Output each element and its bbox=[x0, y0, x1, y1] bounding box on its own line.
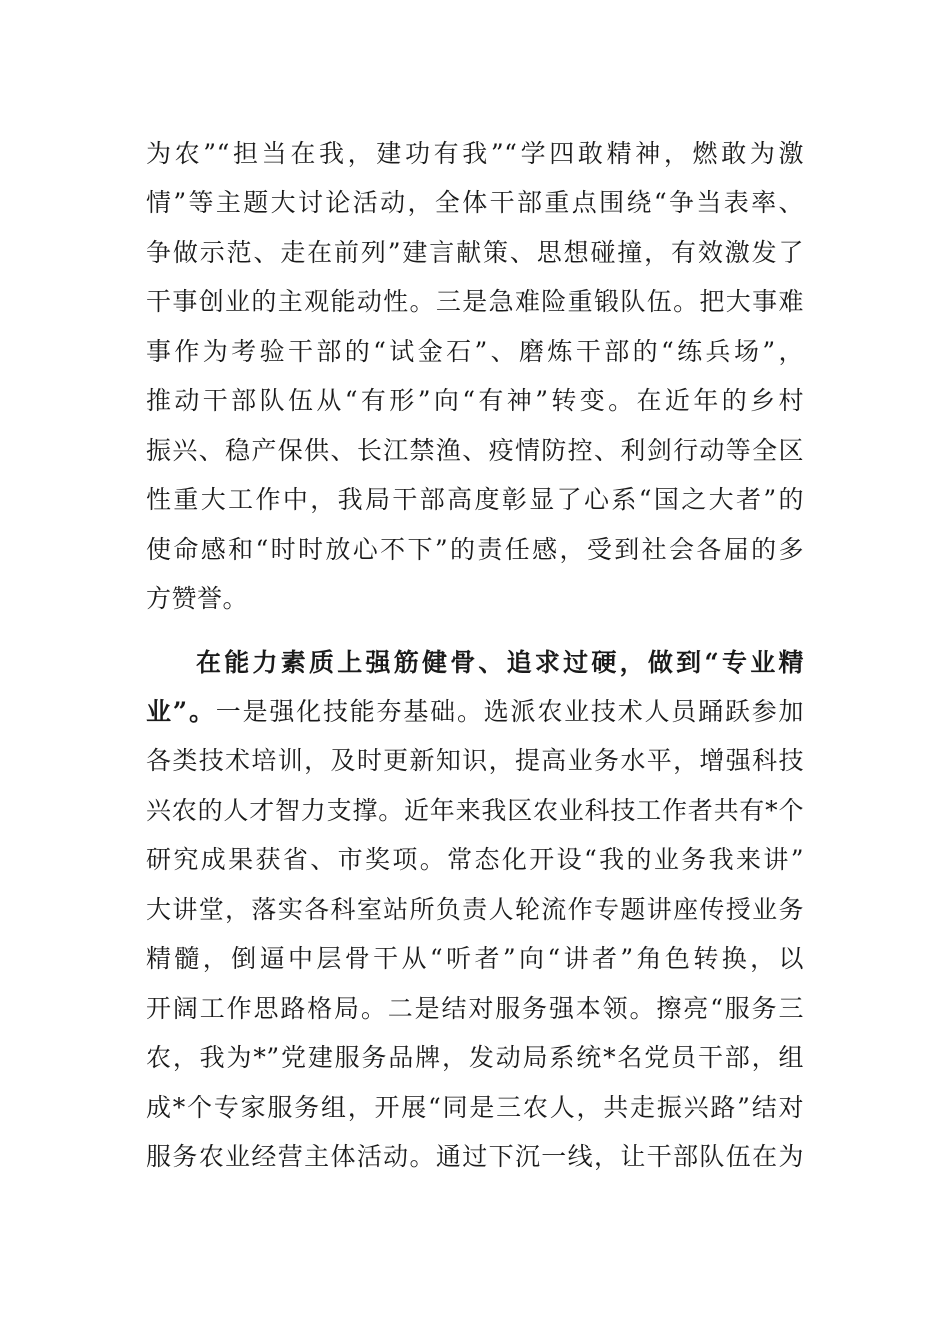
paragraph-line: 农，我为*”党建服务品牌，发动局系统*名党员干部，组 bbox=[146, 1043, 804, 1072]
paragraph-line: 研究成果获省、市奖项。常态化开设“我的业务我来讲” bbox=[146, 845, 804, 874]
paragraph-line: 性重大工作中，我局干部高度彰显了心系“国之大者”的 bbox=[146, 485, 804, 514]
paragraph-line: 情”等主题大讨论活动，全体干部重点围绕“争当表率、 bbox=[146, 188, 804, 217]
paragraph-line: 事作为考验干部的“试金石”、磨炼干部的“练兵场”， bbox=[146, 337, 804, 366]
section-heading: 在能力素质上强筋健骨、追求过硬，做到“专业精 bbox=[196, 648, 804, 677]
section-heading-end: 业”。 bbox=[146, 697, 216, 726]
paragraph-line: 服务农业经营主体活动。通过下沉一线，让干部队伍在为 bbox=[146, 1142, 804, 1171]
paragraph-line: 精髓，倒逼中层骨干从“听者”向“讲者”角色转换，以 bbox=[146, 944, 804, 973]
paragraph-line: 成*个专家服务组，开展“同是三农人，共走振兴路”结对 bbox=[146, 1093, 804, 1122]
paragraph-line bbox=[146, 692, 804, 732]
paragraph-line: 使命感和“时时放心不下”的责任感，受到社会各届的多 bbox=[146, 535, 804, 564]
paragraph-line: 大讲堂，落实各科室站所负责人轮流作专题讲座传授业务 bbox=[146, 895, 804, 924]
paragraph-line: 振兴、稳产保供、长江禁渔、疫情防控、利剑行动等全区 bbox=[146, 436, 804, 465]
paragraph-line: 推动干部队伍从“有形”向“有神”转变。在近年的乡村 bbox=[146, 386, 804, 415]
paragraph-line: 兴农的人才智力支撑。近年来我区农业科技工作者共有*个 bbox=[146, 796, 804, 825]
paragraph-line: 干事创业的主观能动性。三是急难险重锻队伍。把大事难 bbox=[146, 287, 804, 316]
paragraph-line: 争做示范、走在前列”建言献策、思想碰撞，有效激发了 bbox=[146, 238, 804, 267]
paragraph-text: 一是强化技能夯基础。选派农业技术人员踊跃参加 bbox=[215, 697, 804, 726]
paragraph-line: 方赞誉。 bbox=[146, 584, 249, 613]
paragraph-line: 开阔工作思路格局。二是结对服务强本领。擦亮“服务三 bbox=[146, 994, 804, 1023]
paragraph-line: 各类技术培训，及时更新知识，提高业务水平，增强科技 bbox=[146, 746, 804, 775]
paragraph-line: 为农”“担当在我，建功有我”“学四敢精神，燃敢为激 bbox=[146, 139, 804, 168]
